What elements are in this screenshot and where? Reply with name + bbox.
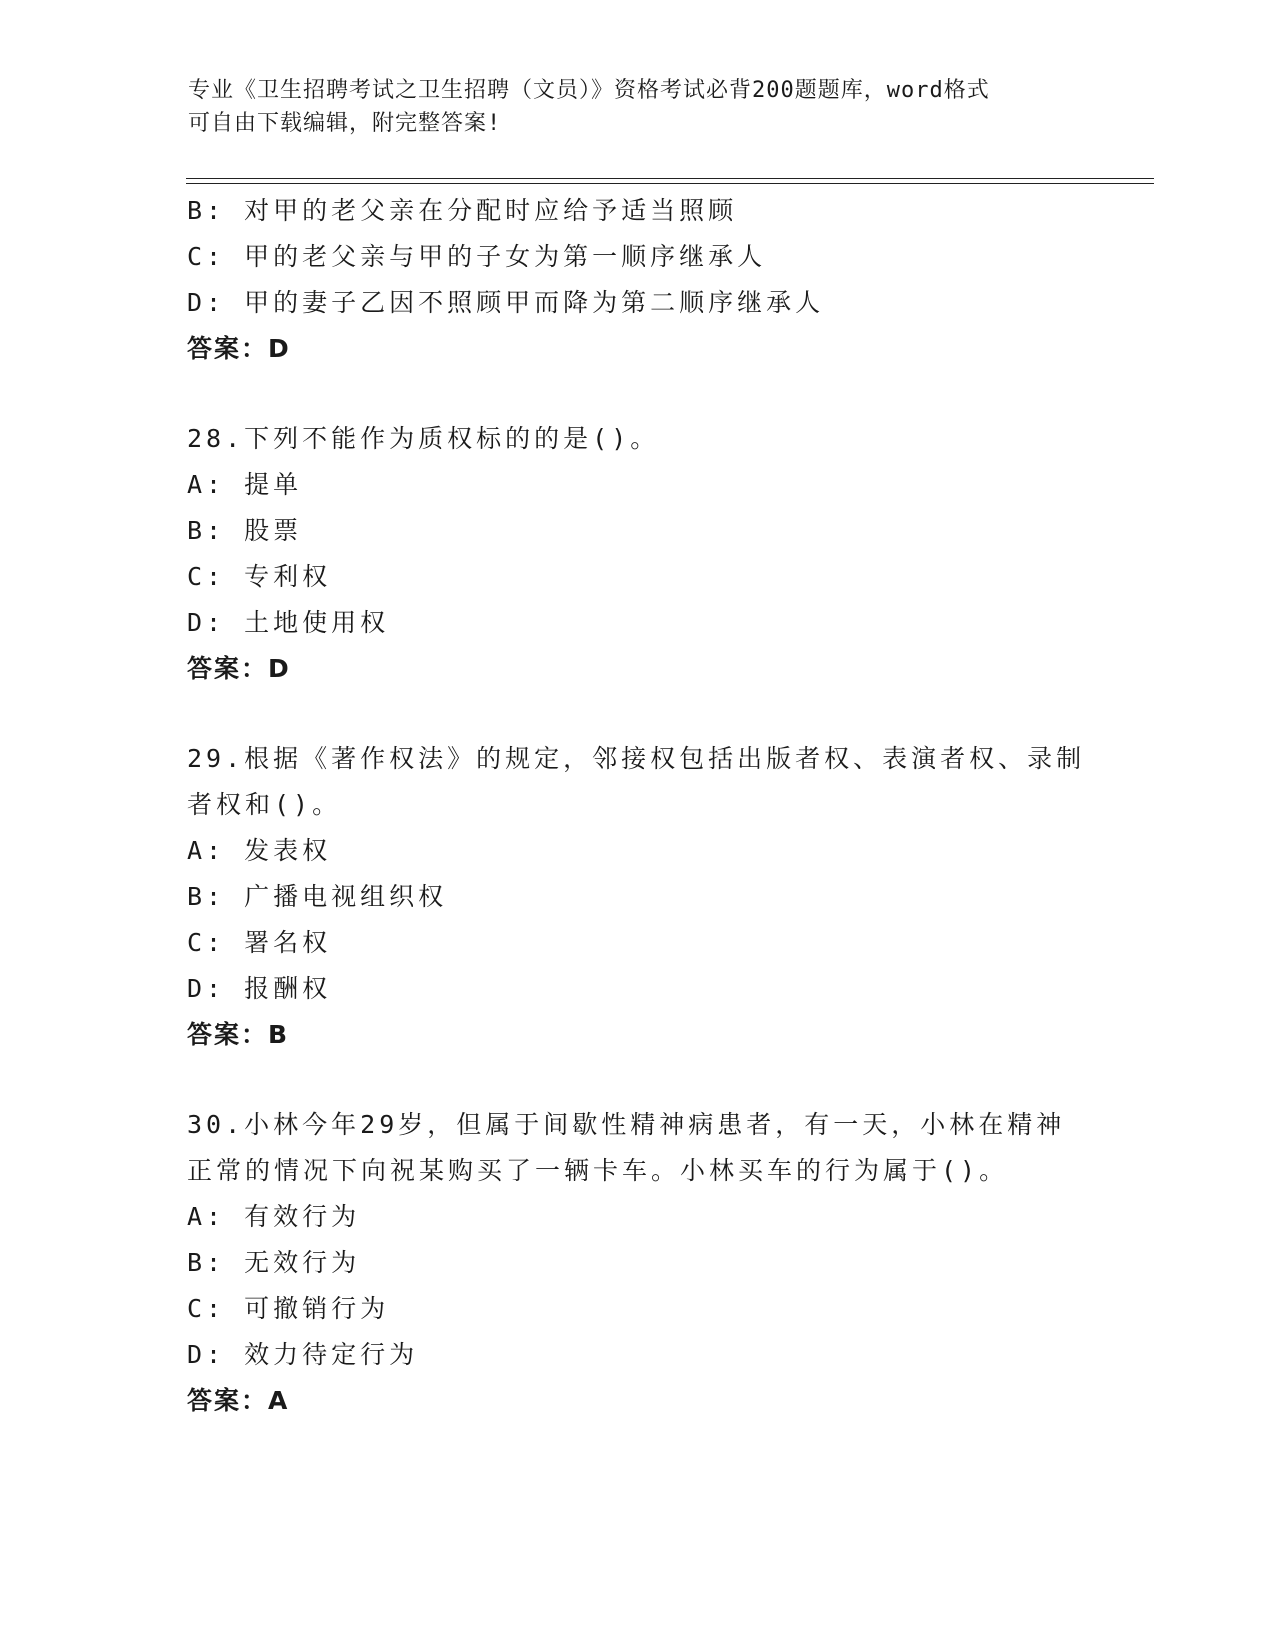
- question-stem-line-1: 30.小林今年29岁，但属于间歇性精神病患者，有一天，小林在精神: [187, 1110, 1066, 1139]
- question-content: [187, 188, 1087, 1424]
- question-29: [187, 736, 1087, 1058]
- option-a: A: 发表权: [187, 836, 332, 865]
- option-b: B: 广播电视组织权: [187, 882, 448, 911]
- spacer: [187, 692, 1087, 736]
- option-a: A: 提单: [187, 470, 303, 499]
- question-28: [187, 416, 1087, 692]
- option-b: B: 股票: [187, 516, 303, 545]
- option-a: A: 有效行为: [187, 1202, 361, 1231]
- spacer: [187, 372, 1087, 416]
- option-b: B: 无效行为: [187, 1248, 361, 1277]
- answer-line: 答案：A: [187, 1386, 290, 1415]
- question-30: [187, 1102, 1087, 1424]
- spacer: [187, 1058, 1087, 1102]
- answer-line: 答案：D: [187, 334, 291, 363]
- option-d: D: 报酬权: [187, 974, 332, 1003]
- header-line-1: 专业《卫生招聘考试之卫生招聘（文员）》资格考试必背200题题库，word格式: [188, 78, 990, 103]
- answer-line: 答案：D: [187, 654, 291, 683]
- header-divider-bottom: [186, 183, 1154, 184]
- document-header: [188, 74, 1068, 140]
- question-stem-line-1: 29.根据《著作权法》的规定，邻接权包括出版者权、表演者权、录制: [187, 744, 1086, 773]
- option-d: D: 甲的妻子乙因不照顾甲而降为第二顺序继承人: [187, 288, 825, 317]
- option-b: B: 对甲的老父亲在分配时应给予适当照顾: [187, 196, 738, 225]
- option-c: C: 署名权: [187, 928, 332, 957]
- answer-line: 答案：B: [187, 1020, 290, 1049]
- header-divider-top: [186, 178, 1154, 179]
- option-c: C: 可撤销行为: [187, 1294, 390, 1323]
- option-c: C: 甲的老父亲与甲的子女为第一顺序继承人: [187, 242, 767, 271]
- previous-question: [187, 188, 1087, 372]
- question-stem: 28.下列不能作为质权标的的是()。: [187, 424, 660, 453]
- header-line-2: 可自由下载编辑，附完整答案!: [188, 111, 502, 136]
- question-stem-line-2: 正常的情况下向祝某购买了一辆卡车。小林买车的行为属于()。: [187, 1156, 1009, 1185]
- question-stem-line-2: 者权和()。: [187, 790, 342, 819]
- option-d: D: 土地使用权: [187, 608, 390, 637]
- option-c: C: 专利权: [187, 562, 332, 591]
- option-d: D: 效力待定行为: [187, 1340, 419, 1369]
